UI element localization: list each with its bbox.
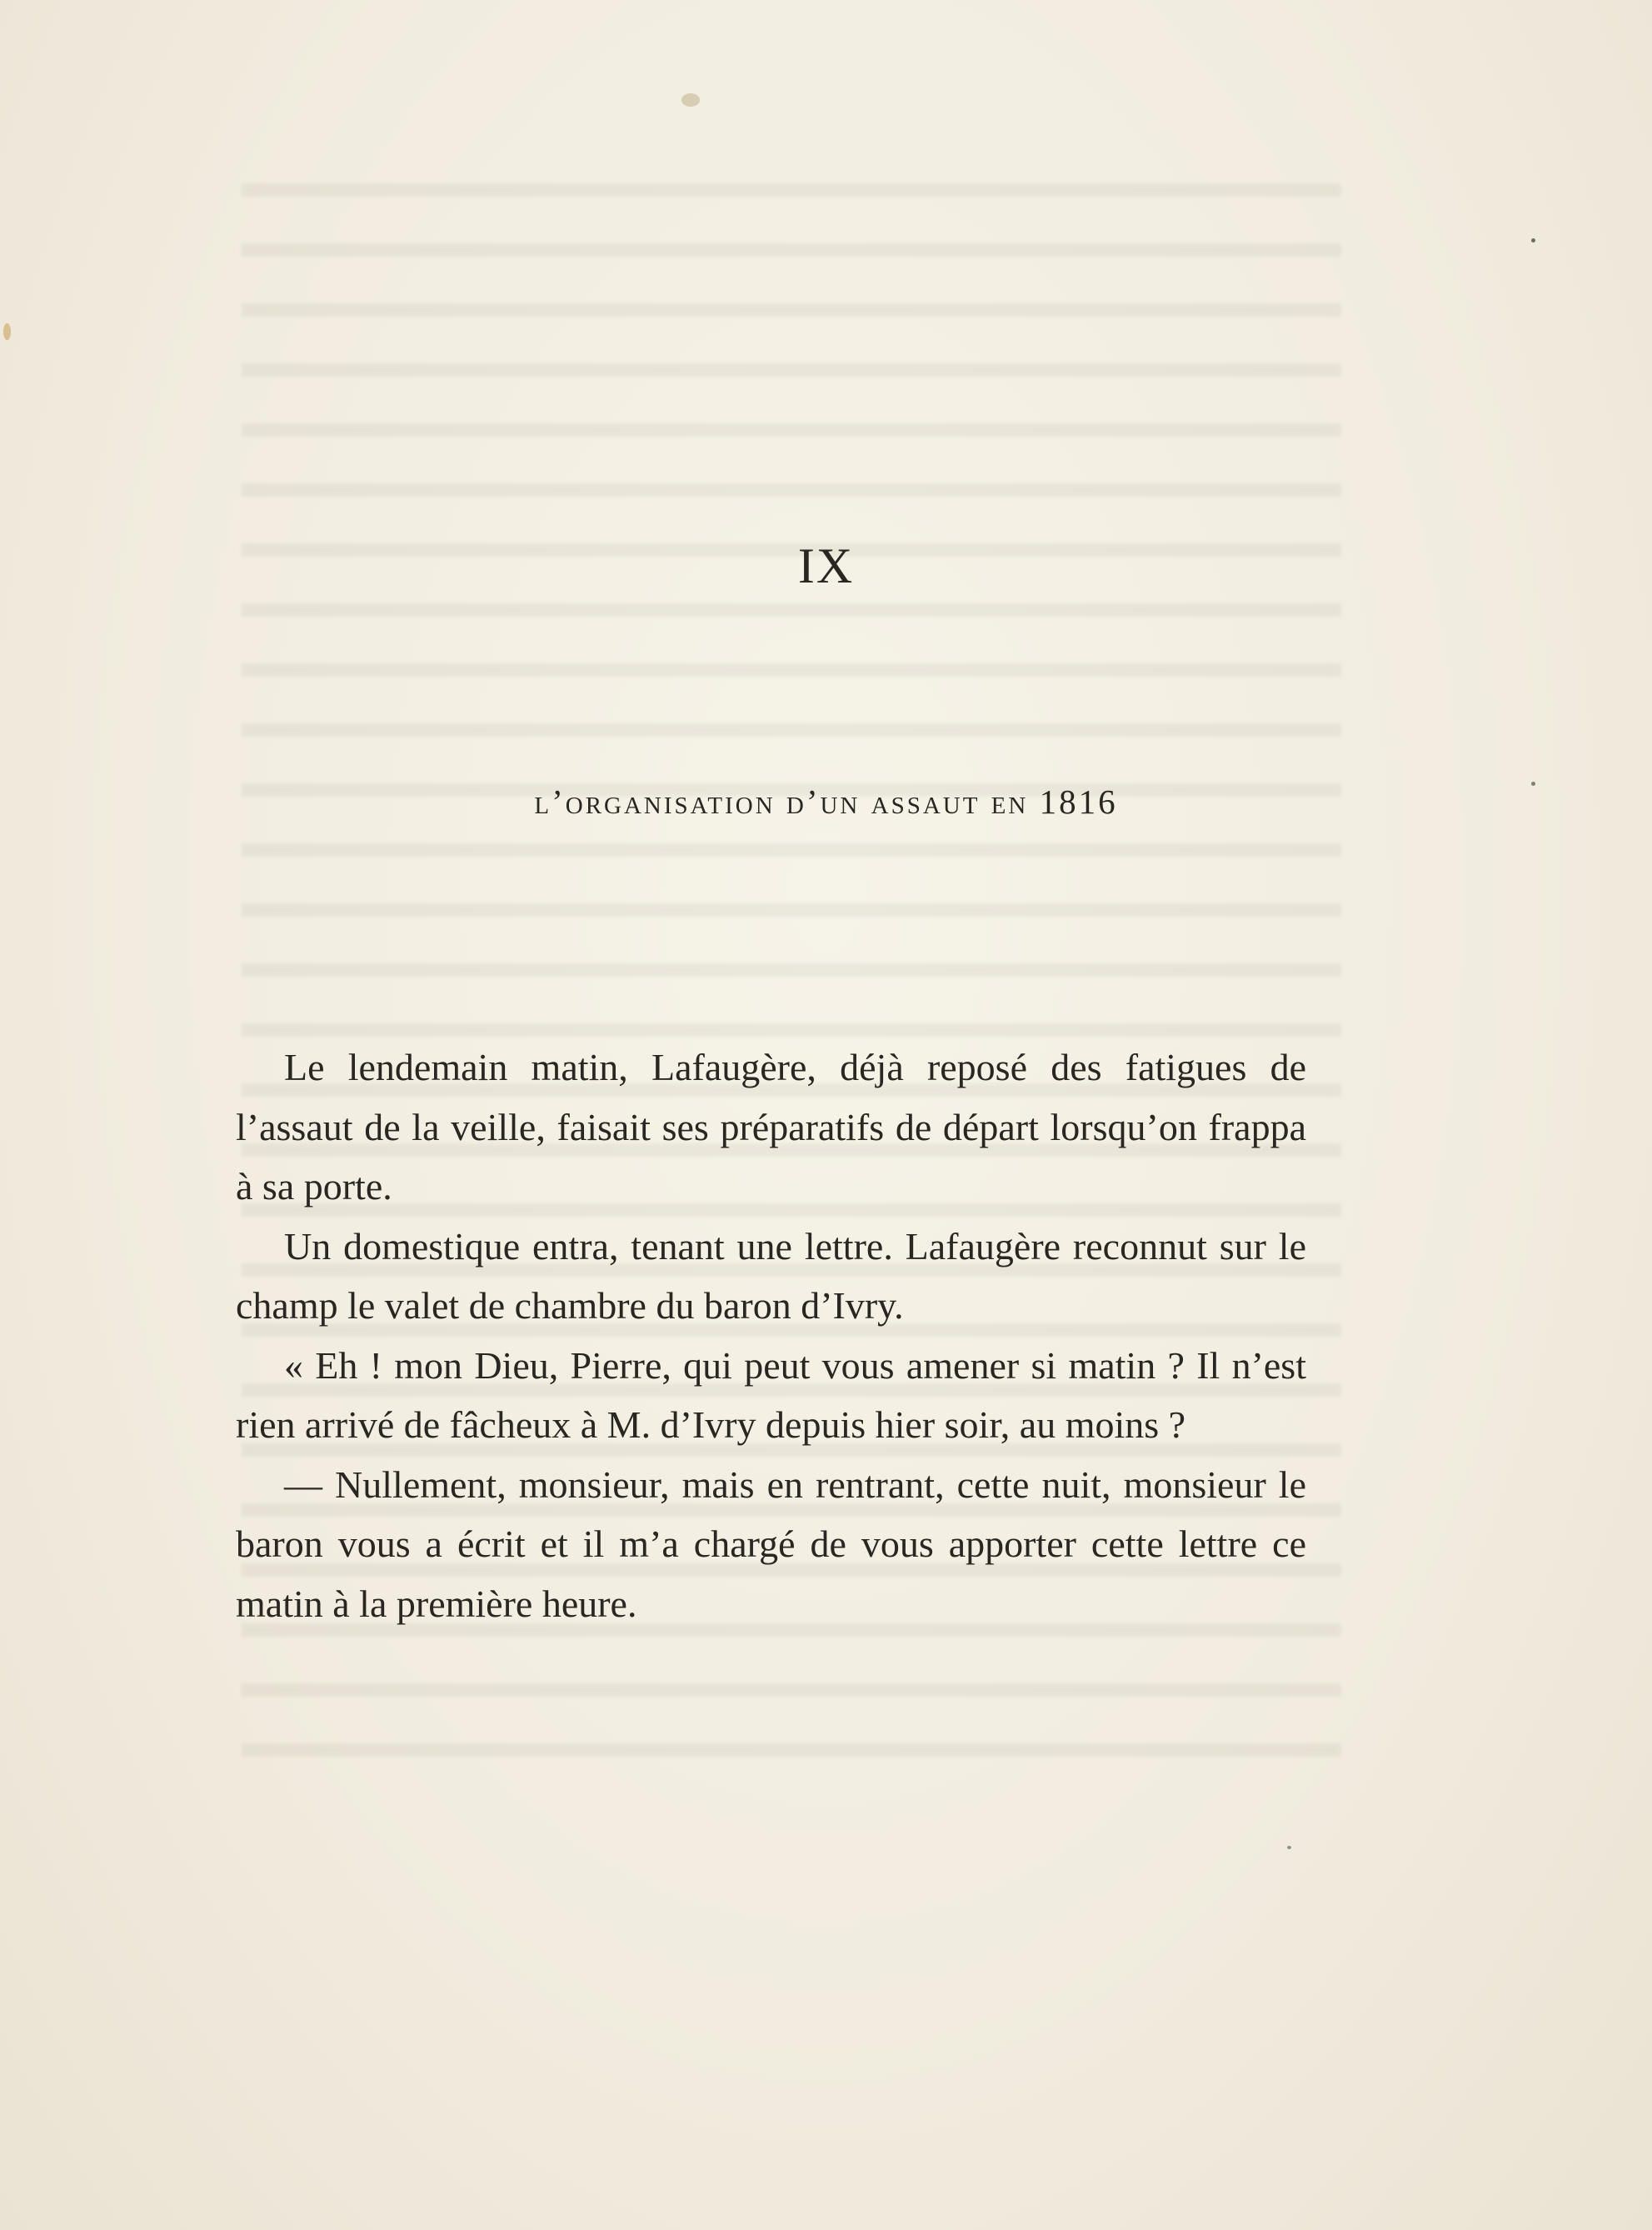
paragraph: « Eh ! mon Dieu, Pierre, qui peut vous amener si matin ? Il n’est rien arrivé de fâcheux à M. d’Ivry depuis hier soir, au moins ? — [236, 1343, 1306, 1446]
paper-stain — [681, 93, 700, 107]
paragraph: Un domestique entra, tenant une lettre. Lafaugère reconnut sur le champ le valet de chambre du baron d’Ivry. — [236, 1224, 1306, 1327]
paragraph: Le lendemain matin, Lafaugère, déjà reposé des fatigues de l’assaut de la veille, faisait ses préparatifs de départ lorsqu’on frappa à sa porte. — [236, 1046, 1306, 1208]
paragraph: — Nullement, monsieur, mais en rentrant, cette nuit, monsieur le baron vous a écrit et il m’a chargé de vous apporter cette lettre ce matin à la première heure. — [236, 1462, 1306, 1625]
paper-stain — [3, 323, 11, 340]
paper-stain — [1287, 1846, 1291, 1849]
body-text — [236, 1038, 1306, 1633]
chapter-number: IX — [797, 538, 855, 593]
chapter-title: l’organisation d’un assaut en 1816 — [534, 782, 1118, 821]
paper-stain — [1531, 238, 1535, 242]
